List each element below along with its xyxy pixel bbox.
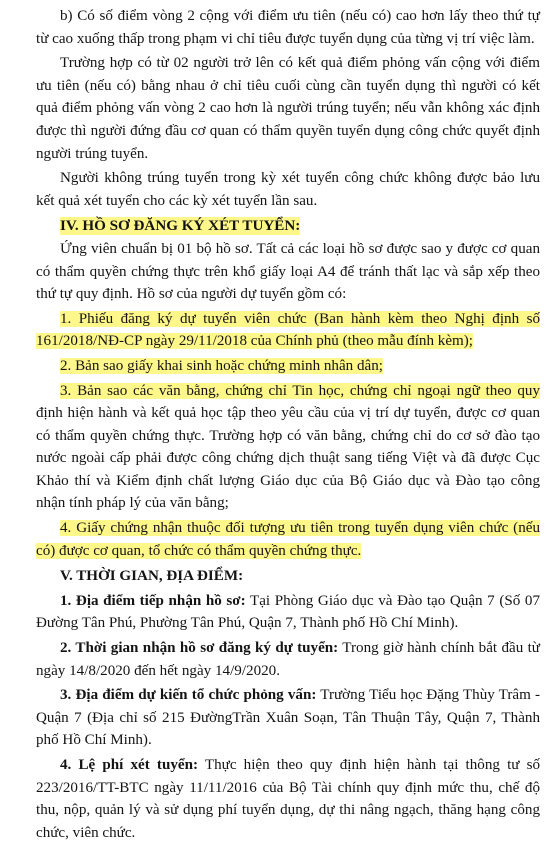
not-retained-paragraph: Người không trúng tuyển trong kỳ xét tuyển công chức không được bảo lưu kết quả xét tuyển cho các kỳ xét tuyển lần sau. <box>36 170 540 209</box>
schedule-item-4-label: 4. Lệ phí xét tuyển: <box>60 757 199 773</box>
schedule-item-1 <box>36 590 540 635</box>
criteria-b-paragraph: b) Có số điểm vòng 2 cộng với điểm ưu tiên (nếu có) cao hơn lấy theo thứ tự từ cao xuống thấp trong phạm vi chỉ tiêu được tuyển dụng của từng vị trí việc làm. <box>36 8 540 47</box>
dossier-item-2 <box>36 355 540 378</box>
schedule-item-4 <box>36 754 540 844</box>
dossier-item-3-text: 3. Bản sao các văn bằng, chứng chỉ Tin học, chứng chỉ ngoại ngữ theo quy <box>60 382 540 399</box>
schedule-item-3-label: 3. Địa điểm dự kiến tổ chức phỏng vấn: <box>60 687 317 704</box>
schedule-item-2-text: Trong giờ hành chính bắt đầu từ ngày 14/8/2020 đến hết ngày 14/9/2020. <box>36 640 540 679</box>
dossier-item-4-text: 4. Giấy chứng nhận thuộc đối tượng ưu tiên trong tuyển dụng viên chức (nếu có) được cơ quan, tổ chức có thẩm quyền chứng thực. <box>36 520 540 559</box>
dossier-item-2-text: 2. Bản sao giấy khai sinh hoặc chứng minh nhân dân; <box>60 357 383 374</box>
schedule-item-2-label: 2. Thời gian nhận hồ sơ đăng ký dự tuyển: <box>60 640 339 657</box>
section-v-heading: V. THỜI GIAN, ĐỊA ĐIỂM: <box>60 568 244 585</box>
dossier-item-3-rest: định hiện hành và kết quả học tập theo yêu cầu của vị trí dự tuyển, được cơ quan có thẩm quyền chứng thực. Trường hợp có văn bằng, chứng chỉ do cơ sở đào tạo nước ngoài cấp phải được công chứng dịch thuật sang tiếng Việt và đã được Cục Khảo thí và Kiểm định chất lượng Giáo dục của Bộ Giáo dục và Đào tạo công nhận tính pháp lý của văn bằng; <box>36 405 540 512</box>
tie-break-paragraph: Trường hợp có từ 02 người trở lên có kết quả điểm phỏng vấn cộng với điểm ưu tiên (nếu có) bằng nhau ở chỉ tiêu cuối cùng cần tuyển dụng thì người có kết quả điểm phỏng vấn vòng 2 cao hơn là người trúng tuyển; nếu vẫn không xác định được thì người đứng đầu cơ quan có thẩm quyền tuyển dụng công chức quyết định người trúng tuyển. <box>36 55 540 162</box>
section-iv-intro: Ứng viên chuẩn bị 01 bộ hồ sơ. Tất cả các loại hồ sơ được sao y được cơ quan có thẩm quyền chứng thực trên khổ giấy loại A4 để tránh thất lạc và sắp xếp theo thứ tự quy định. Hồ sơ của người dự tuyển gồm có: <box>36 240 540 303</box>
dossier-item-3 <box>36 380 540 516</box>
schedule-item-3 <box>36 684 540 752</box>
schedule-item-3-text: Trường Tiểu học Đặng Thùy Trâm - Quận 7 (Địa chỉ số 215 ĐườngTrần Xuân Soạn, Tân Thuận Tây, Quận 7, Thành phố Hồ Chí Minh). <box>36 687 541 749</box>
schedule-item-1-text: Tại Phòng Giáo dục và Đào tạo Quận 7 (Số 07 Đường Tân Phú, Phường Tân Phú, Quận 7, Thành phố Hồ Chí Minh). <box>36 592 540 632</box>
section-iv-heading <box>36 215 540 238</box>
schedule-item-1-label: 1. Địa điểm tiếp nhận hồ sơ: <box>60 592 246 609</box>
dossier-item-4 <box>36 517 540 562</box>
dossier-item-1-text: 1. Phiếu đăng ký dự tuyển viên chức (Ban hành kèm theo Nghị định số 161/2018/NĐ-CP ngày 29/11/2018 của Chính phủ (theo mẫu đính kèm); <box>36 310 540 350</box>
schedule-item-2 <box>36 637 540 682</box>
schedule-item-4-text: Thực hiện theo quy định hiện hành tại thông tư số 223/2016/TT-BTC ngày 11/11/2016 của Bộ Tài chính quy định mức thu, chế độ thu, nộp, quản lý và sử dụng phí tuyển dụng, dự thi nâng ngạch, thăng hạng công chức, viên chức. <box>36 757 541 841</box>
dossier-item-1 <box>36 308 540 353</box>
section-iv-heading-text: IV. HỒ SƠ ĐĂNG KÝ XÉT TUYỂN: <box>60 218 301 235</box>
